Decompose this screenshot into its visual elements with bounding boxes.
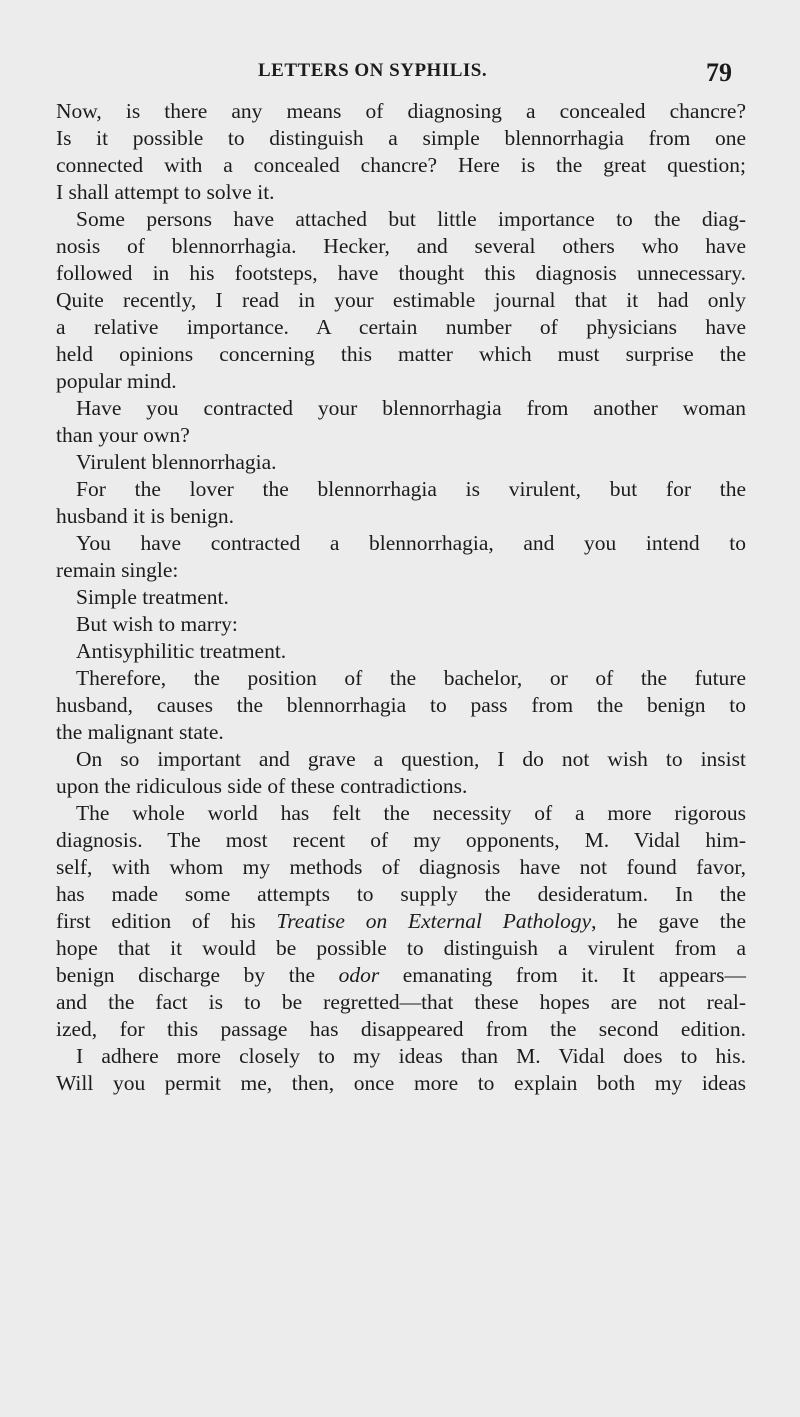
- text-line: nosis of blennorrhagia. Hecker, and several others who have: [56, 234, 746, 258]
- text-run: first edition of his: [56, 909, 277, 933]
- text-line: popular mind.: [56, 369, 177, 393]
- text-line: Quite recently, I read in your estimable journal that it had only: [56, 288, 746, 312]
- text-line: than your own?: [56, 423, 190, 447]
- text-line: Virulent blennorrhagia.: [76, 450, 277, 474]
- book-title-italic: Treatise on External Pathology: [276, 909, 592, 933]
- text-line: a relative importance. A certain number of physicians have: [56, 315, 746, 339]
- text-line: followed in his footsteps, have thought this diagnosis unnecessary.: [56, 261, 746, 285]
- text-line: Is it possible to distinguish a simple blennorrhagia from one: [56, 126, 746, 150]
- page-number: 79: [706, 58, 732, 87]
- text-line: Will you permit me, then, once more to explain both my ideas: [56, 1071, 746, 1095]
- text-line: Some persons have attached but little importance to the diag-: [76, 207, 746, 231]
- text-line: Have you contracted your blennorrhagia from another woman: [76, 396, 746, 420]
- body-text: [56, 98, 746, 1097]
- text-line: The whole world has felt the necessity of a more rigorous: [76, 801, 746, 825]
- text-line: husband it is benign.: [56, 504, 234, 528]
- text-line: Simple treatment.: [76, 585, 229, 609]
- text-line: Therefore, the position of the bachelor, or of the future: [76, 666, 746, 690]
- text-line: diagnosis. The most recent of my opponents, M. Vidal him-: [56, 828, 746, 852]
- text-line: On so important and grave a question, I do not wish to insist: [76, 747, 746, 771]
- text-line: and the fact is to be regretted—that these hopes are not real-: [56, 990, 746, 1014]
- text-line: husband, causes the blennorrhagia to pass from the benign to: [56, 693, 746, 717]
- text-line: the malignant state.: [56, 720, 224, 744]
- text-line: connected with a concealed chancre? Here is the great question;: [56, 153, 746, 177]
- text-line: But wish to marry:: [76, 612, 238, 636]
- text-line: For the lover the blennorrhagia is virulent, but for the: [76, 477, 746, 501]
- text-line: You have contracted a blennorrhagia, and you intend to: [76, 531, 746, 555]
- text-line: hope that it would be possible to distinguish a virulent from a: [56, 936, 746, 960]
- text-line: [56, 962, 746, 989]
- text-line: upon the ridiculous side of these contradictions.: [56, 774, 468, 798]
- text-run: emanating from it. It appears—: [379, 963, 746, 987]
- text-line: I shall attempt to solve it.: [56, 180, 275, 204]
- text-line: I adhere more closely to my ideas than M. Vidal does to his.: [76, 1044, 746, 1068]
- text-run: , he gave the: [591, 909, 746, 933]
- text-line: held opinions concerning this matter which must surprise the: [56, 342, 746, 366]
- text-line: Now, is there any means of diagnosing a concealed chancre?: [56, 99, 746, 123]
- text-line: [56, 908, 746, 935]
- running-head: [0, 60, 800, 88]
- text-line: self, with whom my methods of diagnosis have not found favor,: [56, 855, 746, 879]
- text-run: benign discharge by the: [56, 963, 339, 987]
- running-title: LETTERS ON SYPHILIS.: [258, 60, 488, 81]
- text-line: has made some attempts to supply the desideratum. In the: [56, 882, 746, 906]
- text-line: ized, for this passage has disappeared from the second edition.: [56, 1017, 746, 1041]
- emphasis-italic: odor: [338, 963, 380, 987]
- text-line: Antisyphilitic treatment.: [76, 639, 287, 663]
- text-line: remain single:: [56, 558, 179, 582]
